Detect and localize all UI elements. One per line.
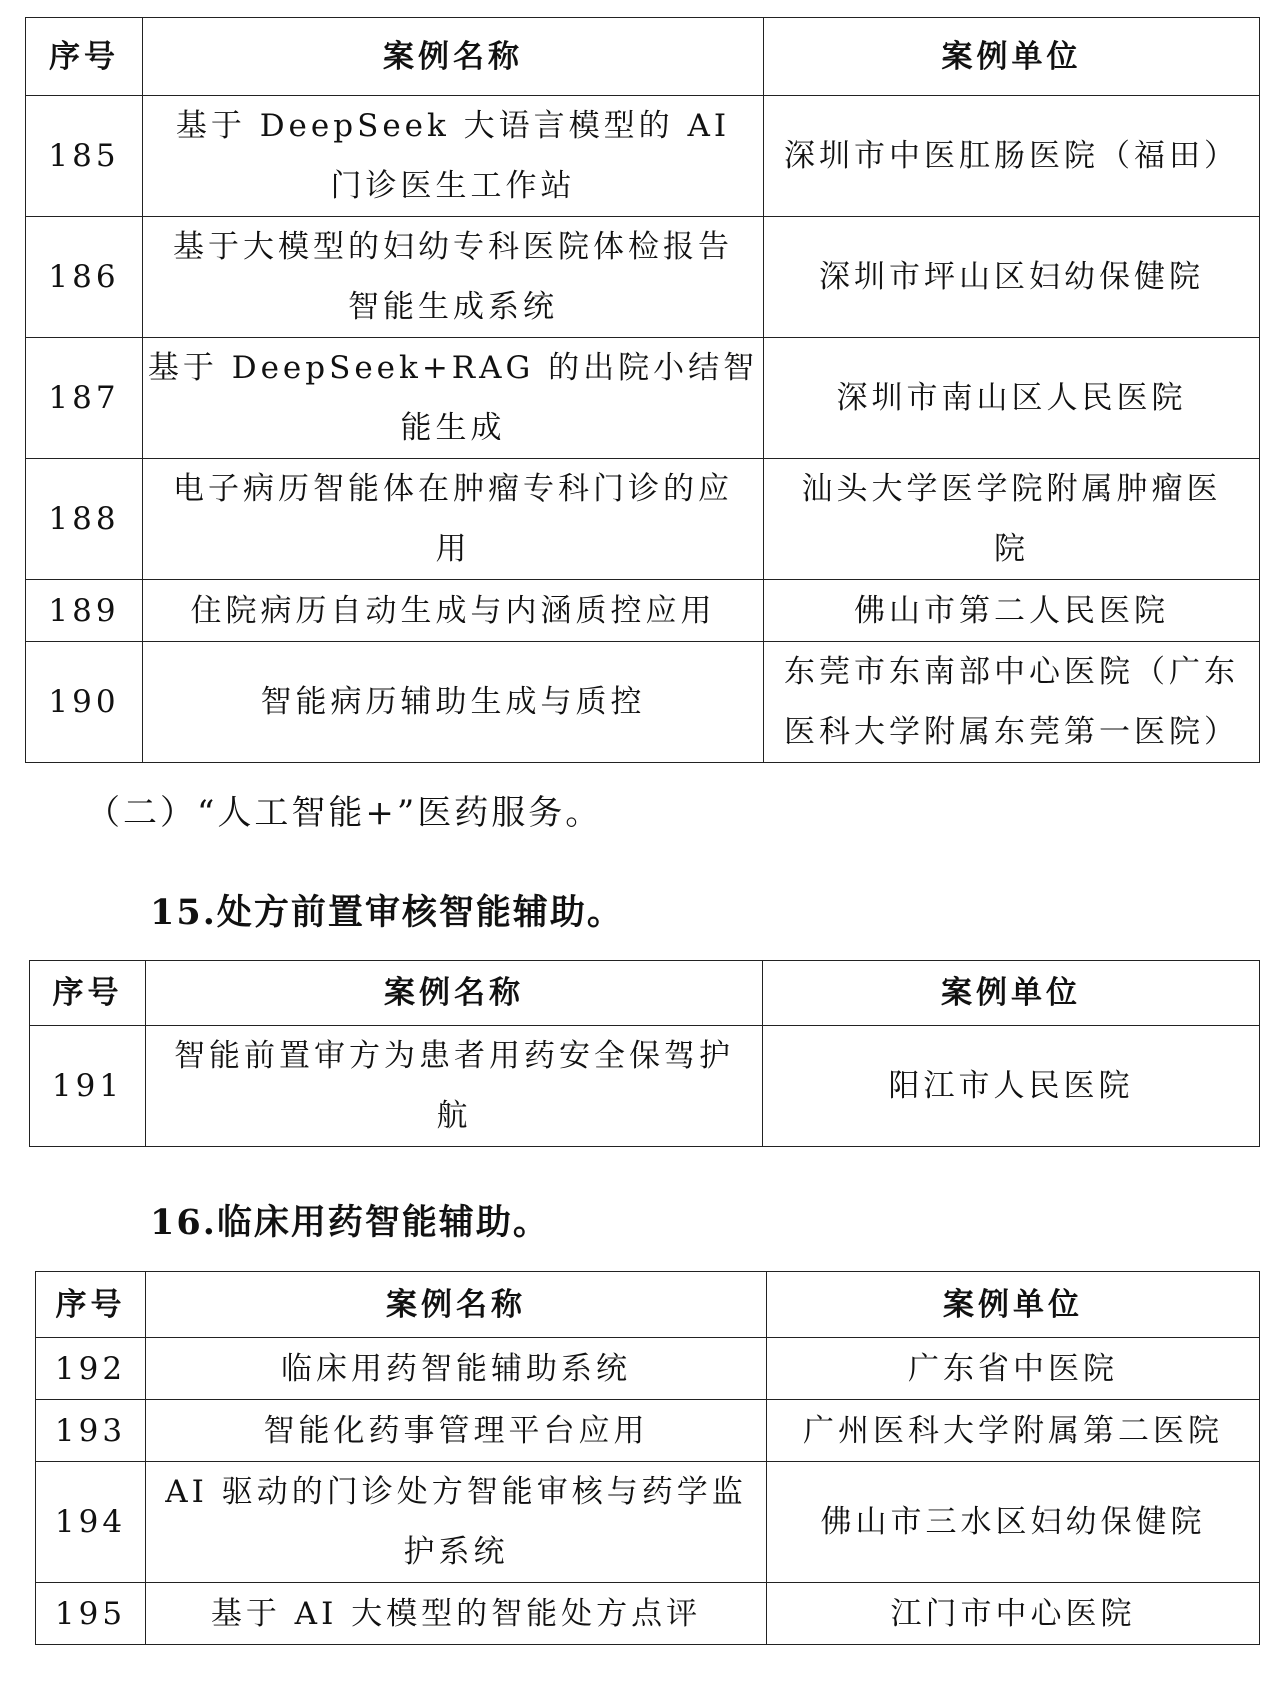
case-unit-line: 阳江市人民医院 (888, 1068, 1134, 1104)
table-header-row (30, 961, 1260, 1026)
table-row (26, 580, 1260, 642)
case-unit-line: 汕头大学医学院附属肿瘤医 (801, 471, 1222, 507)
case-name-line: 智能前置审方为患者用药安全保驾护 (174, 1038, 734, 1074)
case-name (146, 1462, 767, 1583)
header-unit: 案例单位 (764, 18, 1260, 96)
case-number: 193 (36, 1400, 146, 1462)
case-number: 185 (26, 96, 143, 217)
header-no: 序号 (30, 961, 146, 1026)
case-name-line: 基于 AI 大模型的智能处方点评 (210, 1595, 702, 1632)
case-unit (764, 459, 1260, 580)
case-unit (767, 1400, 1260, 1462)
case-name (146, 1583, 767, 1645)
case-name (143, 642, 764, 763)
case-table-3 (35, 1271, 1260, 1645)
table-row (26, 338, 1260, 459)
case-number: 187 (26, 338, 143, 459)
case-name (143, 338, 764, 459)
case-unit-line: 医科大学附属东莞第一医院） (784, 714, 1239, 750)
heading-15: 15.处方前置审核智能辅助。 (150, 892, 624, 933)
table-header-row (26, 18, 1260, 96)
case-name-line: 用 (435, 531, 471, 567)
case-unit-line: 江门市中心医院 (890, 1595, 1136, 1632)
case-name (146, 1400, 767, 1462)
case-unit-line: 院 (994, 531, 1029, 567)
table-row (26, 459, 1260, 580)
table-row (36, 1338, 1260, 1400)
case-unit-line: 佛山市第二人民医院 (854, 592, 1169, 629)
case-unit-line: 深圳市坪山区妇幼保健院 (819, 259, 1204, 295)
case-name (143, 96, 764, 217)
case-name-line: 基于 DeepSeek 大语言模型的 AI (175, 108, 731, 144)
case-number: 195 (36, 1583, 146, 1645)
case-name (143, 580, 764, 642)
case-name-line: 智能病历辅助生成与质控 (260, 684, 646, 720)
case-name-line: 能生成 (400, 410, 506, 446)
case-unit (764, 642, 1260, 763)
header-unit: 案例单位 (767, 1272, 1260, 1338)
case-name-line: 住院病历自动生成与内涵质控应用 (190, 592, 716, 629)
table-row (36, 1583, 1260, 1645)
case-number: 190 (26, 642, 143, 763)
case-name-line: 基于大模型的妇幼专科医院体检报告 (173, 229, 733, 265)
case-name (143, 459, 764, 580)
header-name: 案例名称 (146, 1272, 767, 1338)
case-table-2 (29, 960, 1260, 1147)
case-unit-line: 佛山市三水区妇幼保健院 (820, 1504, 1206, 1540)
case-number: 186 (26, 217, 143, 338)
case-name-line: 护系统 (403, 1534, 509, 1570)
case-unit (767, 1338, 1260, 1400)
case-name-line: 智能化药事管理平台应用 (263, 1412, 649, 1449)
table-row (26, 642, 1260, 763)
case-name-line: 智能生成系统 (348, 289, 558, 325)
case-name-line: 航 (436, 1098, 472, 1134)
heading-16: 16.临床用药智能辅助。 (150, 1202, 550, 1243)
case-unit (767, 1583, 1260, 1645)
case-name (146, 1026, 763, 1147)
case-number: 194 (36, 1462, 146, 1583)
case-name-line: AI 驱动的门诊处方智能审核与药学监 (165, 1474, 747, 1510)
case-unit (767, 1462, 1260, 1583)
section-heading: （二）“人工智能+”医药服务。 (86, 793, 603, 833)
table-header-row (36, 1272, 1260, 1338)
case-name-line: 电子病历智能体在肿瘤专科门诊的应 (173, 471, 733, 507)
case-unit (764, 580, 1260, 642)
case-unit-line: 东莞市东南部中心医院（广东 (784, 654, 1239, 690)
case-name-line: 临床用药智能辅助系统 (281, 1350, 631, 1387)
table-row (36, 1462, 1260, 1583)
case-name (146, 1338, 767, 1400)
case-unit (763, 1026, 1260, 1147)
table-row (30, 1026, 1260, 1147)
case-number: 188 (26, 459, 143, 580)
case-unit-line: 广东省中医院 (908, 1350, 1118, 1387)
case-table-1 (25, 17, 1260, 763)
table-row (26, 96, 1260, 217)
header-no: 序号 (26, 18, 143, 96)
table-row (36, 1400, 1260, 1462)
table-row (26, 217, 1260, 338)
case-unit-line: 深圳市南山区人民医院 (836, 380, 1187, 416)
header-unit: 案例单位 (763, 961, 1260, 1026)
case-name-line: 基于 DeepSeek+RAG 的出院小结智 (147, 350, 759, 386)
case-number: 189 (26, 580, 143, 642)
header-name: 案例名称 (146, 961, 763, 1026)
header-name: 案例名称 (143, 18, 764, 96)
case-name-line: 门诊医生工作站 (330, 168, 576, 204)
case-unit (764, 96, 1260, 217)
case-name (143, 217, 764, 338)
case-unit (764, 217, 1260, 338)
case-unit-line: 广州医科大学附属第二医院 (803, 1412, 1223, 1449)
case-unit (764, 338, 1260, 459)
case-number: 191 (30, 1026, 146, 1147)
case-number: 192 (36, 1338, 146, 1400)
case-unit-line: 深圳市中医肛肠医院（福田） (784, 138, 1239, 174)
header-no: 序号 (36, 1272, 146, 1338)
